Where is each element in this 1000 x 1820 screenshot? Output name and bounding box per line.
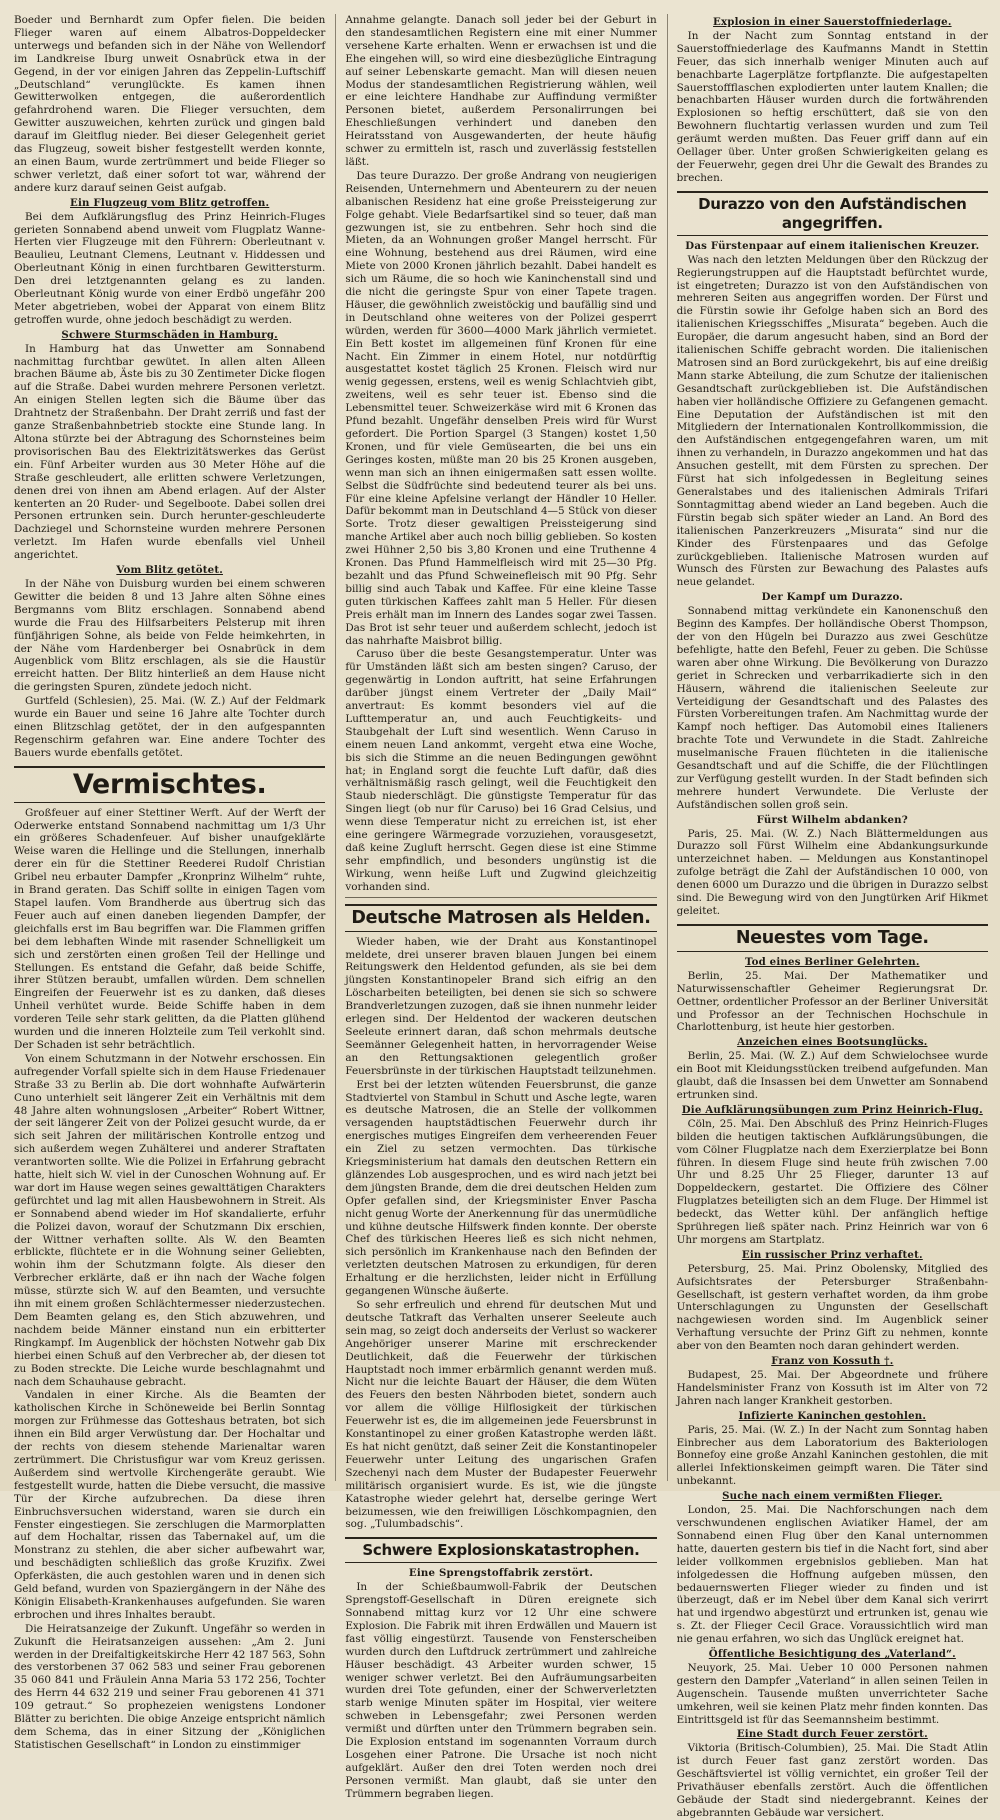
subheading-stadt-feuer: Eine Stadt durch Feuer zerstört. xyxy=(736,1728,928,1741)
article-grossfeuer-werft: Großfeuer auf einer Stettiner Werft. Auf der Werft der Oderwerke entstand Sonnabend nachmittag um 1/3 Uhr ein größeres Schadenfeuer. Auf bisher unaufgeklärte Weise waren die Hellinge und die Stellungen, innerhalb derer ein für die Stettiner Reederei Rudolf Christian Gribel neu erbauter Dampfer „Kronprinz Wilhelm“ ruhte, in Brand geraten. Das Schiff sollte in einigen Tagen vom Stapel laufen. Vom Brandherde aus übertrug sich das Feuer auch auf einen daneben liegenden Dampfer, der gleichfalls erst im Bau begriffen war. Die Flammen griffen bei dem lebhaften Winde mit rasender Schnelligkeit um sich und zerstörten einen großen Teil der Hellinge und Stellungen. Es entstand die Gefahr, daß beide Schiffe, ihrer Stützen beraubt, umfallen würden. Dem schnellen Eingreifen der Feuerwehr ist es zu danken, daß dieses Unheil verhütet wurde. Beide Schiffe haben in dem vorderen Teile sehr stark gelitten, da die Platten glühend wurden und die inneren Holzteile zum Teil verkohlt sind. Der Schaden ist sehr beträchtlich. xyxy=(14,806,326,1051)
article-fuerst-abdanken: Paris, 25. Mai. (W. Z.) Nach Blättermeldungen aus Durazzo soll Fürst Wilhelm eine Abdankungsurkunde unterzeichnet haben. — Meldungen aus Konstantinopel zufolge beträgt die Zahl der Aufständischen 10 000, von denen 6000 um Durazzo und die übrigen in Durazzo selbst sind. Die Bewegung wird von den Jungtürken Arif Hikmet geleitet. xyxy=(676,827,988,917)
column-middle xyxy=(335,14,657,1800)
divider xyxy=(345,897,656,898)
article-russischer-prinz: Petersburg, 25. Mai. Prinz Obolensky, Mitglied des Aufsichtsrates der Petersburger Straßenbahn-Gesellschaft, ist gestern verhaftet worden, da ihm grobe Unterschlagungen zu Ungunsten der Gesellschaft nachgewiesen worden sind. Im Augenblick seiner Verhaftung versuchte der Prinz Gift zu nehmen, konnte aber von den Beamten noch daran gehindert werden. xyxy=(676,1262,988,1353)
section-heading-neuestes: Neuestes vom Tage. xyxy=(677,924,988,952)
article-sturmschaeden-hamburg: In Hamburg hat das Unwetter am Sonnabend nachmittag furchtbar gewütet. In allen alten Alleen brachen Bäume ab, Äste bis zu 30 Zentimeter Dicke flogen auf die Straße. Dabei wurden mehrere Personen verletzt. An einigen Stellen legten sich die Bäume über das Drahtnetz der Straßenbahn. Der Draht zerriß und fast der ganze Straßenbahnbetrieb stockte eine Stunde lang. In Altona stürzte bei der Abtragung des Schornsteines beim provisorischen Bau des Elektrizitätswerkes das Gerüst ein. Fünf Arbeiter wurden aus 30 Meter Höhe auf die Straße geschleudert, alle erlitten schwere Verletzungen, denen drei von ihnen am Abend erlagen. Auf der Alster kenterten an 20 Ruder- und Segelboote. Dabei sollen drei Personen ertrunken sein. Durch herunter-geschleuderte Dachziegel und Schornsteine wurden mehrere Personen verletzt. Im Hafen wurde ebenfalls viel Unheil angerichtet. xyxy=(14,342,326,562)
subheading-berliner-gelehrter: Tod eines Berliner Gelehrten. xyxy=(744,955,920,968)
subheading-sauerstoffniederlage: Explosion in einer Sauerstoffniederlage. xyxy=(713,16,952,28)
article-heiratsanzeige-continued: Annahme gelangte. Danach soll jeder bei der Geburt in den standesamtlichen Registern eine mit einer Nummer versehene Karte erhalten. Wenn er erwachsen ist und die Ehe eingehen will, so wird eine diesbezügliche Eintragung auf seiner Lebenskarte gemacht. Man will diesen neuen Modus der standesamtlichen Registrierung wählen, weil er eine leichtere Handhabe zur Auffindung vermißter Personen bietet, außerdem Personalirrungen bei Eheschließungen verhindert und daneben den Heiratsstand von Ausgewanderten, der heute häufig schwer zu ermitteln ist, rasch und zuverlässig feststellen läßt. xyxy=(345,14,657,168)
section-heading-explosionskatastrophen: Schwere Explosionskatastrophen. xyxy=(345,1537,656,1563)
article-vandalen-kirche: Vandalen in einer Kirche. Als die Beamten der katholischen Kirche in Schöneweide bei Berlin Sonntag morgen zur Frühmesse das Gotteshaus betraten, bot sich ihnen ein Bild arger Verwüstung dar. Der Hochaltar und der rechts von diesem stehende Marienaltar waren zertrümmert. Die Christusfigur war vom Kreuz gerissen. Außerdem sind wertvolle Kirchengeräte geraubt. Wie festgestellt wurde, hatten die Diebe versucht, die massive Tür der Kirche aufzubrechen. Da diese ihren Einbruchsversuchen widerstand, waren sie durch ein Fenster eingestiegen. Sie zerschlugen die Marmorplatten auf dem Hochaltar, rissen das Tabernakel auf, um die Monstranz zu stehlen, die aber sicher aufbewahrt war, und beschädigten schließlich das große Kruzifix. Zwei Opferkästen, die auch gestohlen waren und in denen sich Geld befand, wurden von Spaziergängern in der Nähe des Königin Elisabeth-Krankenhauses aufgefunden. Sie waren erbrochen und ihres Inhaltes beraubt. xyxy=(14,1389,326,1621)
article-kossuth: Budapest, 25. Mai. Der Abgeordnete und frühere Handelsminister Franz von Kossuth ist im Alter von 72 Jahren nach langer Krankheit gestorben. xyxy=(676,1369,988,1407)
section-heading-deutsche-matrosen: Deutsche Matrosen als Helden. xyxy=(345,904,656,932)
article-kampf-durazzo: Sonnabend mittag verkündete ein Kanonenschuß den Beginn des Kampfes. Der holländische Oberst Thompson, der von den Hügeln bei Durazzo aus zwei Geschütze befehligte, hatte den Befehl, Feuer zu geben. Die Schüsse waren aber ohne Wirkung. Die Bevölkerung von Durazzo geriet in Schrecken und verbarrikadierte sich in den Häusern, während die italienischen Seeleute zur Verteidigung der Gesandtschaft und des Palastes des Fürsten Vorbereitungen trafen. Am Nachmittag wurde der Kampf noch heftiger. Das Automobil eines Italieners brachte Tote und Verwundete in die Stadt. Zahlreiche muselmanische Frauen flüchteten in die italienische Gesandtschaft und auf die Schiffe, die der Flüchtlingen zur Verfügung gestellt wurden. In der Stadt befinden sich mehrere hundert Verwundete. Die Verluste der Aufständischen sollen groß sein. xyxy=(676,605,988,811)
article-vermisster-flieger: London, 25. Mai. Die Nachforschungen nach dem verschwundenen englischen Aviatiker Hamel, der am Sonnabend einen Flug über den Kanal unternommen hatte, dauerten gestern bis tief in die Nacht fort, sind aber leider vollkommen ergebnislos geblieben. Man hat infolgedessen die Hoffnung aufgeben müssen, den bedauernswerten Flieger wieder zu finden und ist überzeugt, daß er im Nebel über dem Kanal sich verirrt hat und irgendwo abgestürzt und ertrunken ist, genau wie s. Zt. der Flieger Cecil Grace. Voraussichtlich wird man nie genau erfahren, wo sich das Unglück ereignet hat. xyxy=(676,1504,988,1646)
article-gurtfeld: Gurtfeld (Schlesien), 25. Mai. (W. Z.) Auf der Feldmark wurde ein Bauer und seine 16 Jahre alte Tochter durch einen Blitzschlag getötet, der in den aufgespannten Regenschirm gefahren war. Eine andere Tochter des Bauers wurde ebenfalls getötet. xyxy=(14,695,326,759)
article-teure-durazzo: Das teure Durazzo. Der große Andrang von neugierigen Reisenden, Unternehmern und Abenteurern zu der neuen albanischen Residenz hat eine große Preissteigerung zur Folge gehabt. Viele Bedarfsartikel sind so teuer, daß man gezwungen ist, sie zu entbehren. Sehr hoch sind die Mieten, da an Wohnungen großer Mangel herrscht. Für eine Wohnung, bestehend aus drei Räumen, wird eine Miete von 2000 Kronen jährlich bezahlt. Dabei handelt es sich um Räume, die so hoch wie Kaninchenstall sind und die nicht die geringste Spur von einer Tapete tragen. Häuser, die gewöhnlich zweistöckig und baufällig sind und in Deutschland ohne weiteres von der Polizei gesperrt würden, werden für 3600—4000 Mark jährlich vermietet. Ein Bett kostet im allgemeinen fünf Kronen für eine Nacht. Ein Zimmer in einem Hotel, nur notdürftig ausgestattet kostet täglich 25 Kronen. Fleisch wird nur wenig gegessen, erstens, weil es wenig Schlachtvieh gibt, zweitens, weil es sehr teuer ist. Ebenso sind die Lebensmittel teuer. Schweizerkäse wird mit 6 Kronen das Pfund bezahlt. Ungefähr denselben Preis wird für Wurst gefordert. Die Portion Spargel (3 Stangen) kostet 1,50 Kronen, und für viele Gemüsearten, die bei uns ein Geringes kosten, müßte man 20 bis 25 Kronen ausgeben, wenn man sich an ihnen einigermaßen satt essen wollte. Selbst die Südfrüchte sind bedeutend teurer als bei uns. Für eine kleine Apfelsine verlangt der Händler 10 Heller. Dafür bekommt man in Deutschland 4—5 Stück von dieser Sorte. Trotz dieser gewaltigen Preissteigerung sind manche Artikel aber auch noch billig geblieben. So kosten zwei Hühner 2,50 bis 3,80 Kronen und eine Truthenne 4 Kronen. Das Pfund Hammelfleisch wird mit 25—30 Pfg. bezahlt und das Pfund Schweinefleisch mit 90 Pfg. Sehr billig sind auch Tabak und Kaffee. Für eine kleine Tasse guten türkischen Kaffees zahlt man 5 Heller. Für diesen Preis erhält man im Innern des Landes sogar zwei Tassen. Das Brot ist sehr teuer und außerdem schlecht, jedoch ist das nahrhafte Maisbrot billig. xyxy=(345,169,657,647)
article-caruso: Caruso über die beste Gesangstemperatur. Unter was für Umständen läßt sich am besten singen? Caruso, der gegenwärtig in London auftritt, hat seine Erfahrungen darüber jüngst einem Vertreter der „Daily Mail“ anvertraut: Es kommt besonders viel auf die Lufttemperatur an, und auch Feuchtigkeits- und Staubgehalt der Luft sind wesentlich. Wenn Caruso in einem neuen Land ankommt, vergeht etwa eine Woche, bis sich die Stimme an die neuen Bedingungen gewöhnt hat; in England sorgt die feuchte Luft dafür, daß dies verhältnismäßig rasch gelingt, weil die Feuchtigkeit den Staub niederschlägt. Die günstigste Temperatur für das Singen liegt (ob nur für Caruso) bei 16 Grad Celsius, und wenn diese Temperatur nicht zu erreichen ist, ist eher eine geringere Wärmegrade vorzuziehen, vorausgesetzt, daß keine Zugluft herrscht. Gegen diese ist eine Stimme sehr empfindlich, und besonders ungünstig ist die Wirkung, wenn heiße Luft und Zugwind gleichzeitig vorhanden sind. xyxy=(345,648,657,893)
subheading-flugzeug-blitz: Ein Flugzeug vom Blitz getroffen. xyxy=(70,196,270,209)
article-vaterland: Neuyork, 25. Mai. Ueber 10 000 Personen nahmen gestern den Dampfer „Vaterland“ in allen seinen Teilen in Augenschein. Tausende mußten unverrichteter Sache umkehren, weil sie keinen Platz mehr finden konnten. Das Eintrittsgeld ist für das Seemannsheim bestimmt. xyxy=(676,1661,988,1726)
subheading-fuerst-abdanken: Fürst Wilhelm abdanken? xyxy=(756,813,908,826)
article-flugzeug-blitz: Bei dem Aufklärungsflug des Prinz Heinrich-Fluges gerieten Sonnabend abend unweit vom Flugplatz Wanne-Herten vier Flugzeuge mit den Führern: Oberleutnant v. Beaulieu, Leutnant Clemens, Leutnant v. Hiddessen und Oberleutnant König in einen furchtbaren Gewittersturm. Den drei letztgenannten gelang es zu landen. Oberleutnant König wurde von einer Erdbö ungefähr 200 Meter abgetrieben, wobei der Apparat von einem Blitz getroffen wurde, ohne jedoch beschädigt zu werden. xyxy=(14,210,326,326)
article-stadt-feuer: Viktoria (Britisch-Columbien), 25. Mai. Die Stadt Atlin ist durch Feuer fast ganz zerstört worden. Das Geschäftsviertel ist völlig vernichtet, ein großer Teil der Privathäuser ebenfalls zerstört. Auch die öffentlichen Gebäude der Stadt sind niedergebrannt. Keines der abgebrannten Gebäude war versichert. xyxy=(676,1742,988,1819)
subheading-bootsunglueck: Anzeichen eines Bootsunglücks. xyxy=(737,1036,928,1049)
subheading-vermisster-flieger: Suche nach einem vermißten Flieger. xyxy=(722,1490,943,1503)
subheading-sturmschaeden-hamburg: Schwere Sturmschäden in Hamburg. xyxy=(61,328,278,341)
article-matrosen-1: Wieder haben, wie der Draht aus Konstantinopel meldete, drei unserer braven blauen Jungen bei einem Reitungswerk den Heldentod gefunden, als sie bei dem jüngsten Konstantinopeler Brand sich eifrig an den Löscharbeiten beteiligten, bei denen sie sich so schwere Brandverletzungen zuzogen, daß sie ihnen nunmehr leider erlegen sind. Der Heldentod der wackeren deutschen Seeleute erinnert daran, daß schon mehrmals deutsche Seemänner Gelegenheit hatten, in hervorragender Weise an den Rettungsaktionen gelegentlich großer Feuersbrünste in der türkischen Hauptstadt teilzunehmen. xyxy=(345,935,657,1077)
article-kaninchen: Paris, 25. Mai. (W. Z.) In der Nacht zum Sonntag haben Einbrecher aus dem Laboratorium des Bakteriologen Bonnefoy eine große Anzahl Kaninchen gestohlen, die mit allerlei Infektionskeimen geimpft waren. Die Täter sind unbekannt. xyxy=(676,1423,988,1488)
section-heading-durazzo: Durazzo von den Aufständischen angegriffen. xyxy=(677,191,988,236)
article-flieger-continued: Boeder und Bernhardt zum Opfer fielen. Die beiden Flieger waren auf einem Albatros-Doppeldecker unterwegs und befanden sich in der Nähe von Wellendorf im Landkreise Iburg unweit Osnabrück etwa in der Gegend, in der vor einigen Jahren das Zeppelin-Luftschiff „Deutschland“ verunglückte. Es kamen ihnen Gewitterwolken entgegen, die außerordentlich gefahrdrohend waren. Die Flieger versuchten, dem Gewitter auszuweichen, kehrten zurück und gingen bald darauf im Gleitflug nieder. Bei dieser Gelegenheit geriet das Flugzeug, soweit bisher festgestellt werden konnte, an einen Baum, wurde zertrümmert und beide Flieger so schwer verletzt, daß einer sofort tot war, während der andere kurz darauf seinen Geist aufgab. xyxy=(14,14,326,194)
article-bootsunglueck: Berlin, 25. Mai. (W. Z.) Auf dem Schwielochsee wurde ein Boot mit Kleidungsstücken treibend aufgefunden. Man glaubt, daß die Insassen bei dem Unwetter am Sonnabend ertrunken sind. xyxy=(676,1050,988,1101)
subheading-kossuth: Franz von Kossuth †. xyxy=(771,1355,894,1368)
article-sauerstoffniederlage: In der Nacht zum Sonntag entstand in der Sauerstoffniederlage des Kaufmanns Mandt in Stettin Feuer, das sich innerhalb weniger Minuten auch auf benachbarte Lagerplätze fortpflanzte. Die aufgestapelten Sauerstoffflaschen explodierten unter lautem Knallen; die benachbarten Häuser wurden durch die fortwährenden Explosionen so heftig erschüttert, daß sie von den Bewohnern fluchtartig verlassen wurden und zum Teil geräumt werden mußten. Das Feuer griff dann auf ein Oellager über. Unter großen Schwierigkeiten gelang es der Feuerwehr, gegen drei Uhr die Gewalt des Brandes zu brechen. xyxy=(676,29,988,184)
subheading-russischer-prinz: Ein russischer Prinz verhaftet. xyxy=(741,1248,923,1261)
article-matrosen-2: Erst bei der letzten wütenden Feuersbrunst, die ganze Stadtviertel von Stambul in Schutt und Asche legte, waren es deutsche Matrosen, die an Stelle der vollkommen versagenden hauptstädtischen Feuerwehr durch ihr energisches mutiges Eingreifen dem verheerenden Feuer ein Ziel zu setzen vermochten. Das türkische Kriegsministerium hat damals den deutschen Rettern ein glänzendes Lob ausgesprochen, und es wird nach jetzt bei dem jüngsten Brande, dem die drei deutschen Helden zum Opfer gefallen sind, der Kriegsminister Enver Pascha nicht genug Worte der Anerkennung für das unermüdliche und kühne deutsche Hilfswerk finden konnte. Der oberste Chef des türkischen Heeres ließ es sich nicht nehmen, sich persönlich im Krankenhause nach den Befinden der verletzten deutschen Matrosen zu erkundigen, für deren Erhaltung er die herzlichsten, leider nicht in Erfüllung gegangenen Wünsche äußerte. xyxy=(345,1078,657,1298)
article-sprengstoffabrik: In der Schießbaumwoll-Fabrik der Deutschen Sprengstoff-Gesellschaft in Düren ereignete sich Sonnabend mittag kurz vor 12 Uhr eine schwere Explosion. Die Fabrik mit ihren Erdwällen und Mauern ist fast völlig eingestürzt. Tausende von Fensterscheiben wurden durch den Luftdruck zertrümmert und zahlreiche Häuser beschädigt. 43 Arbeiter wurden schwer, 15 weniger schwer verletzt. Bei den Aufräumungsarbeiten wurden drei Tote gefunden, einer der Schwerverletzten starb wenige Minuten später im Hospital, vier weitere schweben in Lebensgefahr; zwei Personen werden vermißt und dürften unter den Trümmern begraben sein. Die Explosion entstand im sogenannten Vorraum durch Losgehen einer Patrone. Die Ursache ist noch nicht aufgeklärt. Außer den drei Toten werden noch drei Personen vermißt. Man glaubt, daß sie unter den Trümmern begraben liegen. xyxy=(345,1581,657,1800)
column-left xyxy=(14,14,326,1751)
article-vom-blitz-getoetet: In der Nähe von Duisburg wurden bei einem schweren Gewitter die beiden 8 und 13 Jahre alten Söhne eines Bergmanns vom Blitz erschlagen. Sonnabend abend wurde die Frau des Hilfsarbeiters Pelsterup mit ihren fünfjährigen Sohne, als beide von Felde heimkehrten, in der Nähe vom Hardenberger bei Osnabrück in dem Augenblick vom Blitz erschlagen, als sie die Haustür erreicht hatten. Der Blitz hinterließ an dem Hause nicht die geringsten Spuren, zündete jedoch nicht. xyxy=(14,577,326,694)
subheading-kaninchen: Infizierte Kaninchen gestohlen. xyxy=(738,1409,927,1422)
article-aufklaerungsuebungen: Cöln, 25. Mai. Den Abschluß des Prinz Heinrich-Fluges bilden die heutigen taktischen Aufklärungsübungen, die vom Cölner Flugplatze nach dem Exerzierplatze bei Bonn führen. In diesem Fluge sind heute früh zwischen 7.00 Uhr und 8.25 Uhr 25 Flieger, darunter 13 auf Doppeldeckern, gestartet. Die Offiziere des Cölner Flugplatzes beteiligten sich an dem Fluge. Der Himmel ist bedeckt, das Wetter kühl. Der anfänglich heftige Sprühregen ließ später nach. Prinz Heinrich war von 6 Uhr morgens am Startplatz. xyxy=(676,1117,988,1246)
subheading-vom-blitz-getoetet: Vom Blitz getötet. xyxy=(116,564,223,577)
subheading-kampf-durazzo: Der Kampf um Durazzo. xyxy=(761,591,904,604)
section-heading-vermischtes: Vermischtes. xyxy=(14,766,325,803)
subheading-aufklaerungsuebungen: Die Aufklärungsübungen zum Prinz Heinrich-Flug. xyxy=(681,1103,983,1116)
article-fuerstenpaar: Was nach den letzten Meldungen über den Rückzug der Regierungstruppen auf die Hauptstadt befürchtet wurde, ist eingetreten; Durazzo ist von den Aufständischen von mehreren Seiten aus angegriffen worden. Der Fürst und die Fürstin sowie ihr Gefolge haben sich an Bord des italienischen Kriegsschiffes „Misurata“ begeben. Auch die Europäer, die darum angesucht haben, sind an Bord der italienischen Schiffe gebracht worden. Die italienischen Matrosen sind an Bord zurückgekehrt, bis auf eine dreißig Mann starke Abteilung, die zum Schutze der italienischen Gesandtschaft zurückgeblieben ist. Die Aufständischen haben vier holländische Offiziere zu Gefangenen gemacht. Eine Deputation der Aufständischen ist mit den Mitgliedern der Internationalen Kontrollkommission, die den Aufständischen entgegengefahren waren, um mit ihnen zu verhandeln, in Durazzo angekommen und hat das Ansuchen gestellt, mit dem Fürsten zu sprechen. Der Fürst hat sich infolgedessen in Begleitung seines Generalstabes und des italienischen Admirals Trifari Sonntagmittag abend wieder an Land begeben. Auch die Fürstin begab sich später wieder an Land. An Bord des italienischen Panzerkreuzers „Misurata“ sind nur die Kinder des Fürstenpaares und das Gefolge zurückgeblieben. Italienische Matrosen wurden auf Wunsch des Fürsten zur Bewachung des Palastes aufs neue gelandet. xyxy=(676,253,988,589)
column-right xyxy=(667,14,988,1819)
article-schutzmann-notwehr: Von einem Schutzmann in der Notwehr erschossen. Ein aufregender Vorfall spielte sich in dem Hause Friedenauer Straße 33 zu Berlin ab. Die dort wohnhafte Aufwärterin Cuno unterhielt seit längerer Zeit ein Verhältnis mit dem 48 Jahre alten wohnungslosen „Arbeiter“ Robert Wittner, der seit längerer Zeit von der Polizei gesucht wurde, da er sich seit Jahren der militärischen Kontrolle entzog und sich außerdem wegen Zuhälterei und anderer Straftaten verantworten sollte. Wie die Polizei in Erfahrung gebracht hatte, hielt sich W. viel in der Cunoschen Wohnung auf. Er war dort im Hause wegen seines gewalttätigen Charakters gefürchtet und lag mit allen Hausbewohnern in Streit. Als er Sonnabend abend wieder im Hof skandalierte, erfuhr die Polizei davon, worauf der Schutzmann Dix erschien, der Wittner verhaften sollte. Als W. den Beamten erblickte, flüchtete er in die Wohnung seiner Geliebten, wohin ihm der Schutzmann folgte. Als dieser den Verbrecher erklärte, daß er ihn nach der Wache folgen müsse, stürzte sich W. auf den Beamten, und versuchte ihn mit einem großen Schlächtermesser niederzustechen. Dem Beamten gelang es, den Stich abzuwehren, und nachdem beide Männer einstand nun ein erbitterter Ringkampf. Im Augenblick der höchsten Notwehr gab Dix hierbei einen Schuß auf den Verbrecher ab, der diesen tot zu Boden streckte. Die Leiche wurde beschlagnahmt und nach dem Schauhause gebracht. xyxy=(14,1052,326,1388)
subheading-sprengstoffabrik: Eine Sprengstoffabrik zerstört. xyxy=(408,1567,594,1580)
subheading-vaterland: Öffentliche Besichtigung des „Vaterland“. xyxy=(708,1648,956,1661)
article-heiratsanzeige: Die Heiratsanzeige der Zukunft. Ungefähr so werden in Zukunft die Heiratsanzeigen aussehen: „Am 2. Juni werden in der Dreifaltigkeitskirche Herr 42 187 563, Sohn des verstorbenen 37 062 583 und seiner Frau geborenen 35 060 841 und Fräulein Anna Maria 53 172 256, Tochter des Herrn 44 632 219 und seiner Frau geborenen 41 371 109 getraut.“ So prophezeien wenigstens Londoner Blätter zu berichten. Die obige Anzeige entspricht nämlich dem Schema, das in einer Sitzung der „Königlichen Statistischen Gesellschaft“ in London zu einstimmiger xyxy=(14,1622,326,1751)
column-container xyxy=(14,14,988,1819)
article-berliner-gelehrter: Berlin, 25. Mai. Der Mathematiker und Naturwissenschaftler Geheimer Regierungsrat Dr. Oettner, ordentlicher Professor an der Berliner Universität und Professor an der Technischen Hochschule in Charlottenburg, ist heute hier gestorben. xyxy=(676,969,988,1034)
subheading-fuerstenpaar: Das Fürstenpaar auf einem italienischen Kreuzer. xyxy=(685,239,980,252)
article-matrosen-3: So sehr erfreulich und ehrend für deutschen Mut und deutsche Tatkraft das Verhalten unserer Seeleute auch sein mag, so zeigt doch anderseits der Verlust so wackerer Angehöriger unserer Marine mit erschreckender Deutlichkeit, daß die Feuerwehr der türkischen Hauptstadt noch immer erbärmlich genannt werden muß. Nicht nur die leichte Bauart der Häuser, die dem Wüten des Feuers den besten Nährboden bietet, sondern auch vor allem die völlige Hilflosigkeit der türkischen Feuerwehr ist es, die im allgemeinen jede Feuersbrunst in Konstantinopel zu einer großen Katastrophe werden läßt. Es hat nicht genützt, daß seiner Zeit die Konstantinopeler Feuerwehr unter Leitung des ungarischen Grafen Szechenyi nach dem Muster der Budapester Feuerwehr militärisch organisiert wurde. Es ist, wie die jüngste Katastrophe wieder gelehrt hat, derselbe geringe Wert beizumessen, wie den freiwilligen Löschkompagnien, den sog. „Tulumbadschis“. xyxy=(345,1299,657,1531)
